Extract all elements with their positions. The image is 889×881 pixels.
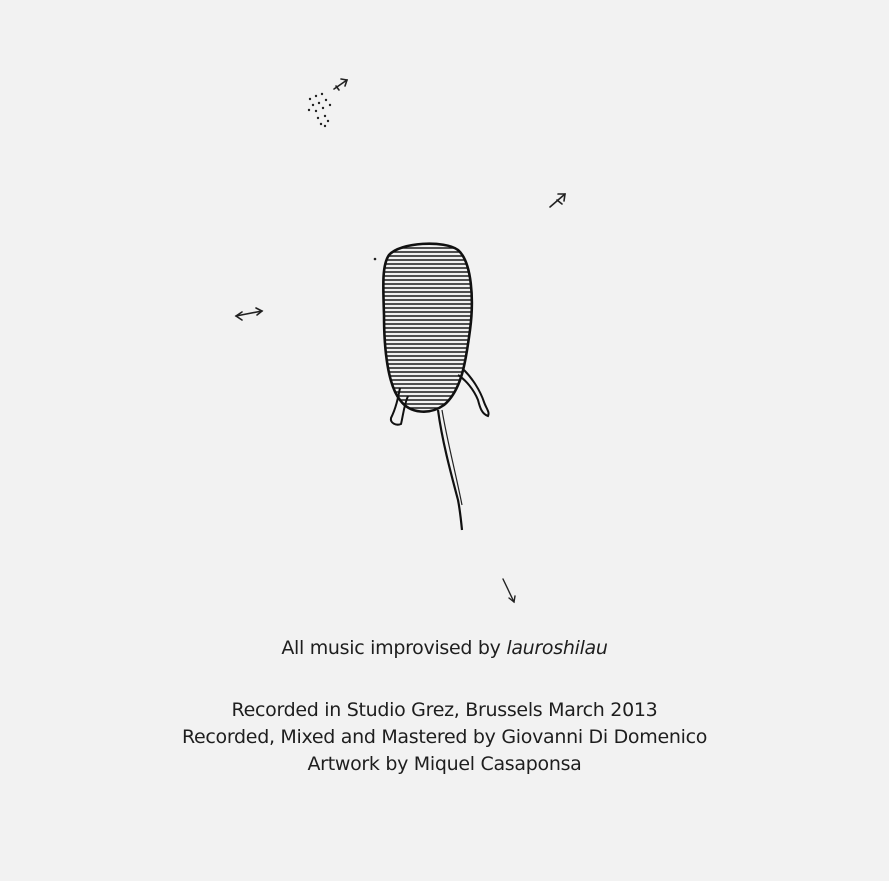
artwork-credit: Artwork by Miquel Casaponsa xyxy=(307,753,582,775)
production-credits xyxy=(0,697,889,778)
ink-dot xyxy=(374,258,377,261)
arrow-icon xyxy=(334,79,347,90)
recording-location: Recorded in Studio Grez, Brussels March 2013 xyxy=(231,699,658,721)
creature-drawing xyxy=(380,244,489,530)
dot-cluster xyxy=(308,93,331,127)
improvisation-credit xyxy=(0,637,889,659)
double-arrow-icon xyxy=(236,308,262,320)
improvised-prefix: All music improvised by xyxy=(281,637,507,659)
artist-name: lauroshilau xyxy=(506,637,608,659)
arrow-icon xyxy=(550,194,565,207)
arrow-icon xyxy=(503,579,515,602)
engineering-credit: Recorded, Mixed and Mastered by Giovanni Di Domenico xyxy=(181,726,708,748)
